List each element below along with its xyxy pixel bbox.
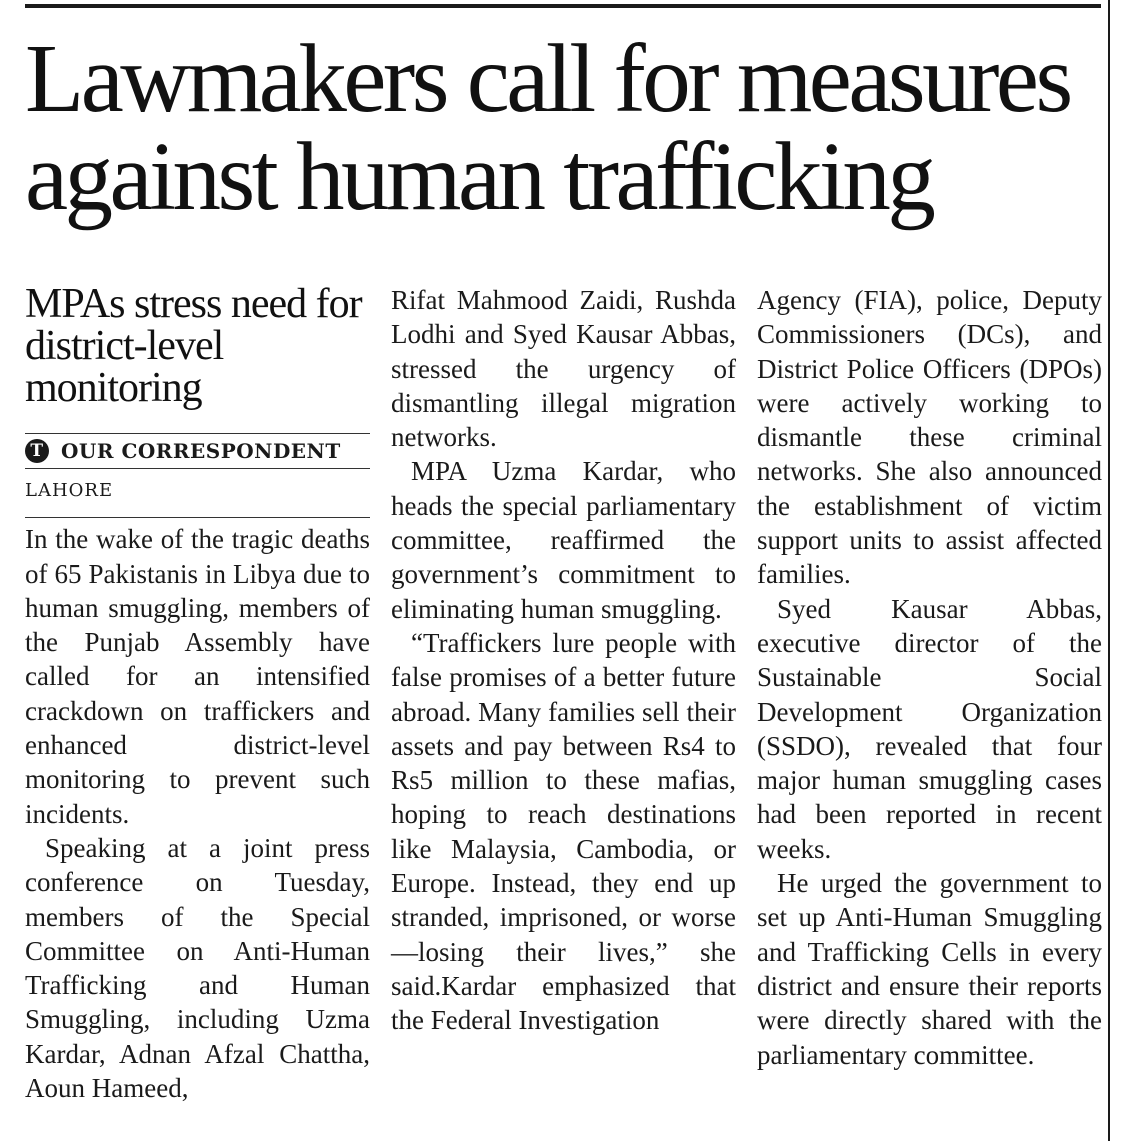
article-paragraph: Agency (FIA), police, Deputy Commissioners (DCs), and District Police Officers (DPOs) were actively working to dismantle these criminal networks. She also announced the establishment of victim support units to assist affected families. — [757, 285, 1102, 590]
article-paragraph: MPA Uzma Kardar, who heads the special parliamentary committee, reaffirmed the government’s commitment to eliminating human smuggling. — [391, 456, 736, 624]
column-1 — [25, 283, 370, 1105]
headline: Lawmakers call for measures against human trafficking — [25, 25, 1070, 230]
article-paragraph: Syed Kausar Abbas, executive director of the Sustainable Social Development Organization (SSDO), revealed that four major human smuggling cases had been reported in recent weeks. — [757, 593, 1102, 864]
top-rule — [25, 4, 1101, 8]
article-paragraph: Speaking at a joint press conference on Tuesday, members of the Special Committee on Anti-Human Trafficking and Human Smuggling, including Uzma Kardar, Adnan Afzal Chattha, Aoun Hameed, — [25, 832, 370, 1104]
article-paragraph: Rifat Mahmood Zaidi, Rushda Lodhi and Syed Kausar Abbas, stressed the urgency of dismantling illegal migration networks. — [391, 285, 736, 453]
subheadline: MPAs stress need for district-level monitoring — [25, 281, 362, 411]
byline-author: OUR CORRESPONDENT — [61, 438, 341, 463]
column-3 — [757, 283, 1102, 1072]
column-2 — [391, 283, 736, 1038]
dateline: LAHORE — [25, 480, 114, 501]
newspaper-logo-icon: T — [25, 439, 49, 463]
column-rule — [1108, 0, 1110, 1141]
article-paragraph: “Traffickers lure people with false promises of a better future abroad. Many families sell their assets and pay between Rs4 to Rs5 million to these mafias, hoping to reach destinations like Malaysia, Cambodia, or Europe. Instead, they end up stranded, imprisoned, or worse—losing their lives,” she said.Kardar emphasized that the Federal Investigation — [391, 627, 736, 1036]
article-paragraph: In the wake of the tragic deaths of 65 Pakistanis in Libya due to human smuggling, members of the Punjab Assembly have called for an intensified crackdown on traffickers and enhanced district-level monitoring to prevent such incidents. — [25, 524, 370, 829]
article-paragraph: He urged the government to set up Anti-Human Smuggling and Trafficking Cells in every district and ensure their reports were directly shared with the parliamentary committee. — [757, 868, 1102, 1070]
byline — [25, 433, 370, 469]
